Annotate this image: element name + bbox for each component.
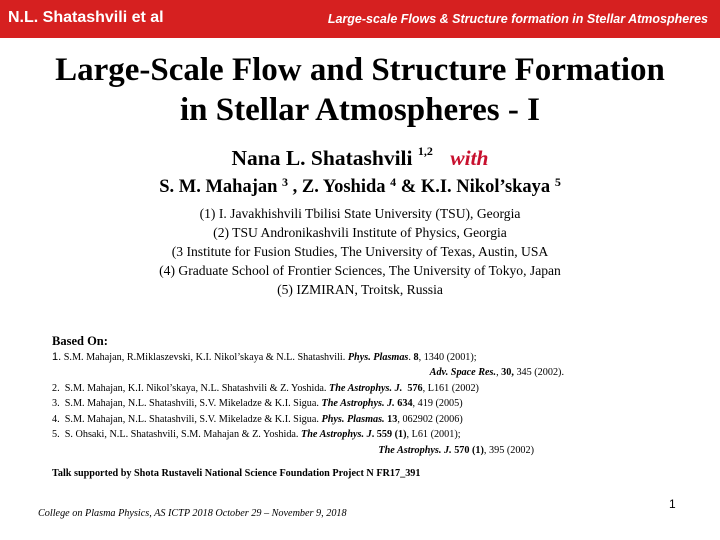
affiliation: (2) TSU Andronikashvili Institute of Physics, Georgia xyxy=(213,225,507,240)
presenter-with: with xyxy=(450,146,489,170)
coauthor-affil: 3 xyxy=(282,175,289,189)
reference-item: 4. S.M. Mahajan, N.L. Shatashvili, S.V. Mikeladze & K.I. Sigua. Phys. Plasmas. 13, 062902 (2006) xyxy=(52,413,463,425)
based-on-heading: Based On: xyxy=(52,334,108,348)
presenter xyxy=(0,146,720,171)
coauthor-name: Z. Yoshida xyxy=(301,177,386,197)
affiliation: (1) I. Javakhishvili Tbilisi State University (TSU), Georgia xyxy=(199,206,521,221)
reference-item: 5. S. Ohsaki, N.L. Shatashvili, S.M. Mahajan & Z. Yoshida. The Astrophys. J. 559 (1), L61 (2001); xyxy=(52,429,461,440)
reference-item: 2. S.M. Mahajan, K.I. Nikol’skaya, N.L. Shatashvili & Z. Yoshida. The Astrophys. J. 576, L161 (2002) xyxy=(52,382,479,394)
slide-title xyxy=(0,50,720,130)
presenter-name: Nana L. Shatashvili xyxy=(231,146,413,170)
header-bar xyxy=(0,0,720,38)
page-number: 1 xyxy=(669,497,676,511)
reference-continuation: Adv. Space Res., 30, 345 (2002). xyxy=(429,367,564,378)
affiliations xyxy=(0,204,720,299)
header-author: N.L. Shatashvili et al xyxy=(8,9,164,26)
coauthor-name: S. M. Mahajan xyxy=(159,177,278,197)
coauthor-name: K.I. Nikol’skaya xyxy=(420,177,551,197)
affiliation: (5) IZMIRAN, Troitsk, Russia xyxy=(277,282,443,297)
based-on xyxy=(52,334,692,458)
coauthor-affil: 4 xyxy=(390,175,397,189)
header-running-title: Large-scale Flows & Structure formation in Stellar Atmospheres xyxy=(327,12,708,26)
slide-title-line-1: Large-Scale Flow and Structure Formation xyxy=(55,52,665,88)
affiliation: (3 Institute for Fusion Studies, The University of Texas, Austin, USA xyxy=(171,244,549,259)
funding-note: Talk supported by Shota Rustaveli National Science Foundation Project N FR17_391 xyxy=(52,468,421,479)
reference-continuation: The Astrophys. J. 570 (1), 395 (2002) xyxy=(378,444,534,456)
coauthor-sep: & xyxy=(396,177,421,197)
slide-title-line-2: in Stellar Atmospheres - I xyxy=(180,92,540,128)
reference-item: 1. S.M. Mahajan, R.Miklaszevski, K.I. Nikol’skaya & N.L. Shatashvili. Phys. Plasmas. 8, 1340 (2001); xyxy=(52,350,477,363)
coauthors xyxy=(0,177,720,198)
footer-conference: College on Plasma Physics, AS ICTP 2018 October 29 – November 9, 2018 xyxy=(38,508,347,519)
reference-item: 3. S.M. Mahajan, N.L. Shatashvili, S.V. Mikeladze & K.I. Sigua. The Astrophys. J. 634, 419 (2005) xyxy=(52,398,463,409)
coauthor-sep: , xyxy=(288,177,302,197)
affiliation: (4) Graduate School of Frontier Sciences, The University of Tokyo, Japan xyxy=(159,263,561,278)
presenter-affil: 1,2 xyxy=(417,144,433,158)
coauthor-affil: 5 xyxy=(554,175,561,189)
